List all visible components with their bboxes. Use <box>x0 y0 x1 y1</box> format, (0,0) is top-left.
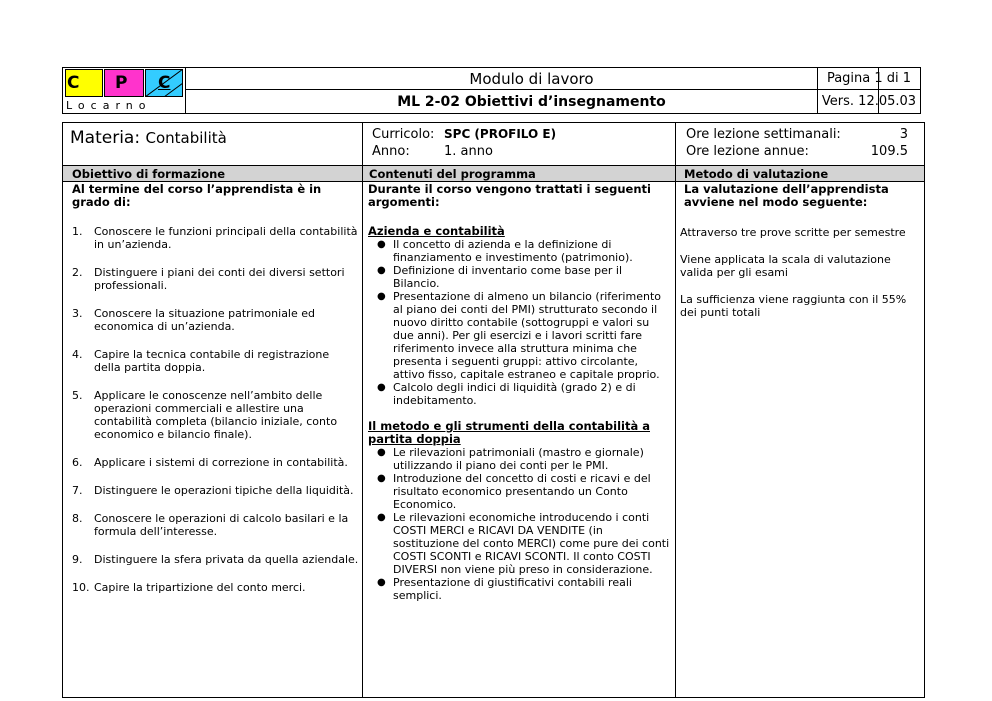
materia-value: Contabilità <box>145 129 227 147</box>
objective-number: 9. <box>72 553 83 566</box>
ore-settimanali-label: Ore lezione settimanali: <box>686 127 841 142</box>
materia-field <box>70 128 227 148</box>
bullet-text: Introduzione del concetto di costi e ricavi e del risultato economico presentando un Conto Economico. <box>393 472 651 511</box>
logo-word: Locarno <box>66 99 152 112</box>
objective-item <box>72 512 359 538</box>
objective-number: 5. <box>72 389 83 402</box>
objective-text: Conoscere le funzioni principali della contabilità in un’azienda. <box>94 225 358 251</box>
objective-item <box>72 389 359 441</box>
objective-number: 6. <box>72 456 83 469</box>
bullet-icon: ● <box>377 265 386 276</box>
bullet-icon: ● <box>377 473 386 484</box>
curricolo-value: SPC (PROFILO E) <box>444 127 557 141</box>
metodo-paragraph: Attraverso tre prove scritte per semestre <box>680 226 906 239</box>
contenuti-header: Contenuti del programma <box>369 167 536 181</box>
objective-item <box>72 484 359 497</box>
ore-annue-value: 109.5 <box>870 144 908 159</box>
bullet-text: Calcolo degli indici di liquidità (grado 2) e di indebitamento. <box>393 381 636 407</box>
contenuti-column <box>368 183 671 602</box>
section2-title: Il metodo e gli strumenti della contabilità a partita doppia <box>368 419 650 446</box>
bullet-icon: ● <box>377 239 386 250</box>
objective-text: Capire la tecnica contabile di registrazione della partita doppia. <box>94 348 330 374</box>
metodo-paragraph: La sufficienza viene raggiunta con il 55% dei punti totali <box>680 293 907 319</box>
bullet-text: Il concetto di azienda e la definizione di finanziamento e investimento (patrimonio). <box>393 238 633 264</box>
objective-text: Applicare le conoscenze nell’ambito delle operazioni commerciali e allestire una contabilità completa (bilancio iniziale, conto economico e bilancio finale). <box>94 389 338 441</box>
objective-item <box>72 266 359 292</box>
metodo-column <box>680 183 920 333</box>
ore-annue-label: Ore lezione annue: <box>686 144 809 159</box>
ore-settimanali-value: 3 <box>899 127 908 142</box>
curricolo-label: Curricolo: <box>372 127 435 142</box>
ore-fields <box>686 126 908 160</box>
bullet-text: Presentazione di giustificativi contabili reali semplici. <box>393 576 632 602</box>
objective-number: 8. <box>72 512 83 525</box>
anno-value: 1. anno <box>444 144 493 159</box>
objective-text: Conoscere le operazioni di calcolo basilari e la formula dell’interesse. <box>94 512 349 538</box>
content-bullet-item <box>368 576 671 602</box>
metodo-list <box>680 226 920 319</box>
content-bullet-item <box>368 238 671 264</box>
objective-item <box>72 456 359 469</box>
bullet-text: Le rilevazioni economiche introducendo i conti COSTI MERCI e RICAVI DA VENDITE (in sostituzione del conto MERCI) come pure dei conti COSTI SCONTI e RICAVI SCONTI. Il conto COSTI DIVERSI non viene più preso in considerazione. <box>393 511 670 576</box>
logo-letter-2: P <box>115 73 128 93</box>
objective-number: 2. <box>72 266 83 279</box>
objective-item <box>72 581 359 594</box>
obiettivo-list <box>72 225 359 594</box>
objective-item <box>72 348 359 374</box>
objective-number: 7. <box>72 484 83 497</box>
bullet-icon: ● <box>377 447 386 458</box>
module-title: Modulo di lavoro <box>185 68 878 90</box>
bullet-icon: ● <box>377 512 386 523</box>
content-bullet-item <box>368 381 671 407</box>
bullet-icon: ● <box>377 291 386 302</box>
page-label: Pagina 1 di 1 <box>817 68 920 90</box>
objective-text: Conoscere la situazione patrimoniale ed economica di un’azienda. <box>94 307 316 333</box>
objective-number: 1. <box>72 225 83 238</box>
section1-title: Azienda e contabilità <box>368 224 505 238</box>
objective-item <box>72 553 359 566</box>
document-header <box>62 67 921 114</box>
objective-number: 3. <box>72 307 83 320</box>
objective-text: Applicare i sistemi di correzione in contabilità. <box>94 456 348 469</box>
metodo-header: Metodo di valutazione <box>684 167 829 181</box>
logo-letter-1: C <box>67 73 80 93</box>
anno-label: Anno: <box>372 144 410 159</box>
obiettivo-intro: Al termine del corso l’apprendista è in grado di: <box>72 182 322 209</box>
bullet-text: Definizione di inventario come base per il Bilancio. <box>393 264 623 290</box>
metodo-intro: La valutazione dell’apprendista avviene nel modo seguente: <box>684 182 889 209</box>
bullet-icon: ● <box>377 577 386 588</box>
objective-text: Capire la tripartizione del conto merci. <box>94 581 306 594</box>
section2-list <box>368 446 671 602</box>
objective-number: 4. <box>72 348 83 361</box>
objective-text: Distinguere i piani dei conti dei diversi settori professionali. <box>94 266 345 292</box>
objective-text: Distinguere la sfera privata da quella aziendale. <box>94 553 359 566</box>
obiettivo-header: Obiettivo di formazione <box>72 167 226 181</box>
metodo-paragraph: Viene applicata la scala di valutazione valida per gli esami <box>680 253 891 279</box>
bullet-icon: ● <box>377 382 386 393</box>
version-label: Vers. 12.05.03 <box>817 90 920 113</box>
curricolo-field <box>372 126 556 160</box>
objective-text: Distinguere le operazioni tipiche della liquidità. <box>94 484 354 497</box>
logo-letter-3: C <box>158 73 171 93</box>
cpc-logo <box>63 68 186 113</box>
content-bullet-item <box>368 446 671 472</box>
objectives-table <box>62 122 925 698</box>
content-bullet-item <box>368 472 671 511</box>
contenuti-intro: Durante il corso vengono trattati i seguenti argomenti: <box>368 182 651 209</box>
bullet-text: Presentazione di almeno un bilancio (riferimento al piano dei conti del PMI) strutturato secondo il nuovo diritto contabile (sottogruppi e valori su due anni). Per gli esercizi e i lavori scritti fare riferimento invece alla struttura minima che presenta i seguenti gruppi: attivo circolante, attivo fisso, capitale estraneo e capitale proprio. <box>393 290 661 381</box>
content-bullet-item <box>368 511 671 576</box>
content-bullet-item <box>368 264 671 290</box>
obiettivo-column <box>72 183 359 609</box>
objective-item <box>72 307 359 333</box>
objective-item <box>72 225 359 251</box>
section1-list <box>368 238 671 407</box>
materia-label: Materia: <box>70 128 141 148</box>
bullet-text: Le rilevazioni patrimoniali (mastro e giornale) utilizzando il piano dei conti per le PMI. <box>393 446 644 472</box>
objective-number: 10. <box>72 581 90 594</box>
document-title: ML 2-02 Obiettivi d’insegnamento <box>397 93 666 110</box>
content-bullet-item <box>368 290 671 381</box>
